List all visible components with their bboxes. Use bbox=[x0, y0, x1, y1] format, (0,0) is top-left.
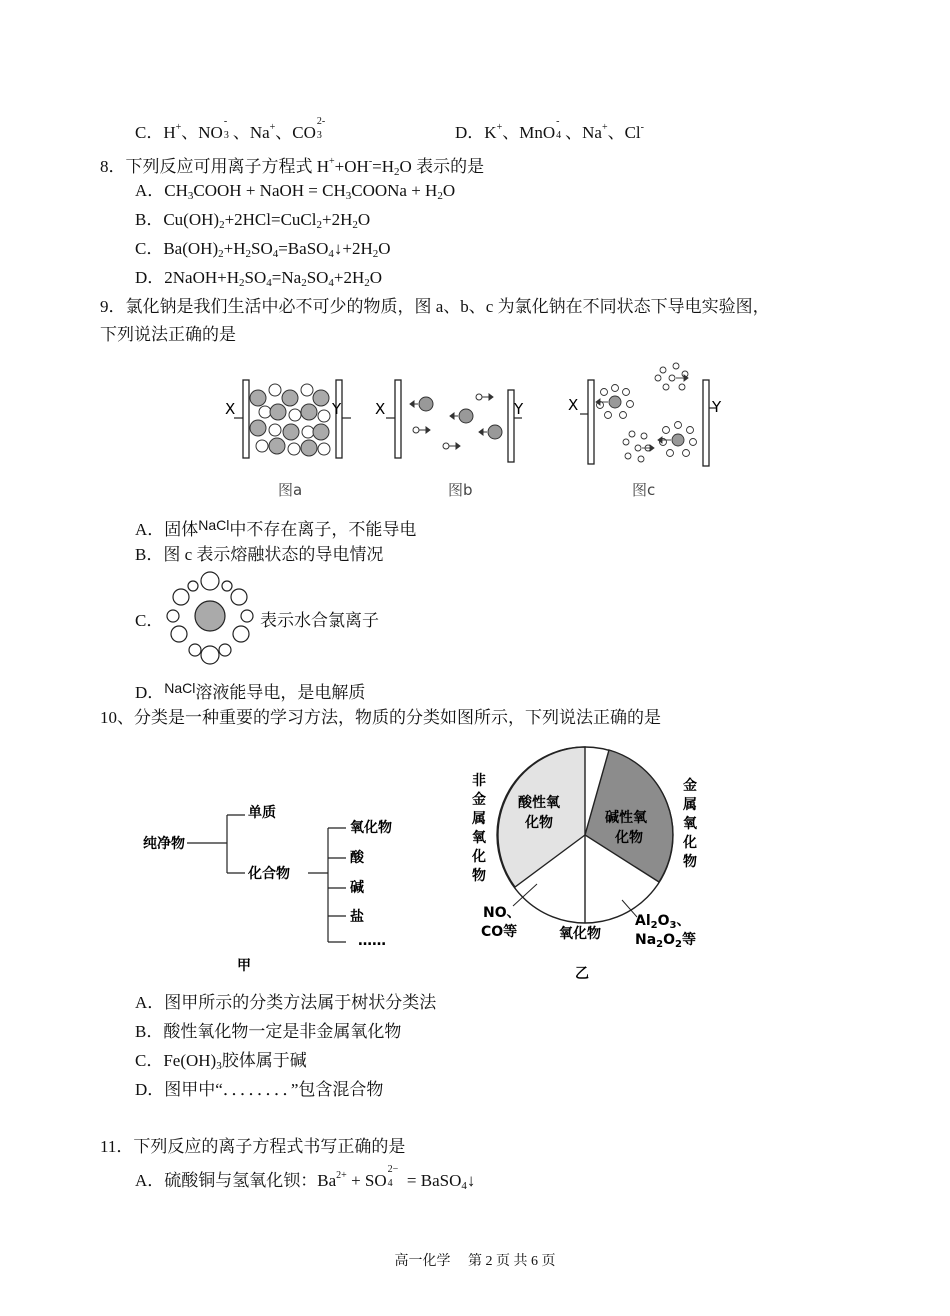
fig-b-caption: 图b bbox=[448, 481, 473, 499]
q9-option-c-label: C． bbox=[135, 611, 164, 630]
pie-nonmetal-1: 非 bbox=[472, 773, 486, 789]
pie-no-co-1: NO、 bbox=[483, 905, 521, 921]
q8-stem: 8．下列反应可用离子方程式 $H^++OH^-=H_2O$ 表示的是 bbox=[100, 156, 485, 178]
pie-nonmetal-3: 属 bbox=[472, 811, 486, 827]
pie-basic-label-2: 化物 bbox=[615, 830, 643, 846]
pie-no-co-2: CO等 bbox=[481, 924, 518, 940]
q9-stem-line1: 9．氯化钠是我们生活中必不可少的物质，图 a、b、c 为氯化钠在不同状态下导电实验图， bbox=[100, 297, 770, 316]
pie-metal-3: 氧 bbox=[683, 816, 697, 832]
pie-nonmetal-4: 氧 bbox=[472, 830, 486, 846]
pie-nonmetal-5: 化 bbox=[472, 849, 486, 865]
q7-option-d: D．K+、MnO - 4 、Na+、Cl- bbox=[455, 116, 644, 142]
fig-b-free-ions bbox=[410, 394, 502, 449]
hydrated-chloride-ion-icon bbox=[165, 570, 255, 666]
tree-acid: 酸 bbox=[350, 850, 364, 866]
tree-base: 碱 bbox=[350, 880, 364, 896]
fig-a-electrode-y bbox=[336, 380, 342, 458]
fig-a-x-label: X bbox=[225, 400, 236, 418]
fig-a-y-label: Y bbox=[332, 400, 342, 418]
fig-a-crystal-lattice bbox=[250, 384, 330, 456]
pie-center-label: 氧化物 bbox=[559, 926, 601, 942]
pie-nonmetal-6: 物 bbox=[472, 868, 486, 884]
tree-caption: 甲 bbox=[237, 958, 251, 974]
classification-tree bbox=[143, 804, 392, 974]
tree-salt: 盐 bbox=[350, 909, 364, 925]
fig-c-x-label: X bbox=[568, 396, 579, 414]
q9-option-b: B．图 c 表示熔融状态的导电情况 bbox=[135, 545, 384, 564]
fig-c-hydrated-ions bbox=[596, 363, 697, 462]
tree-compound: 化合物 bbox=[248, 866, 290, 882]
q11-stem: 11．下列反应的离子方程式书写正确的是 bbox=[100, 1137, 406, 1156]
q9-figure bbox=[220, 360, 740, 505]
pie-al2o3: $Al_2O_3$、 bbox=[635, 913, 691, 931]
fig-a-electrode-x bbox=[243, 380, 249, 458]
pie-na2o2: $Na_2O_2$等 bbox=[635, 932, 697, 950]
pie-metal-2: 属 bbox=[683, 797, 697, 813]
fig-b-x-label: X bbox=[375, 400, 386, 418]
fig-c-electrode-x bbox=[588, 380, 594, 464]
page-footer: 高一化学 第 2 页 共 6 页 bbox=[394, 1254, 556, 1269]
q10-option-d: D．图甲中“．．．．．．．．”包含混合物 bbox=[135, 1080, 384, 1099]
fig-b-y-label: Y bbox=[514, 400, 524, 418]
q11-option-a: A．硫酸铜与氢氧化钡：$Ba^{2+}$ + SO 2− 4 = BaSO$_4$↓ bbox=[135, 1164, 476, 1192]
fig-c-y-label: Y bbox=[712, 398, 722, 416]
q10-figure bbox=[135, 740, 735, 980]
tree-oxide: 氧化物 bbox=[350, 820, 392, 836]
q9-option-a: A．固体$^{NaCl}$中不存在离子，不能导电 bbox=[135, 517, 417, 539]
fig-b-electrode-x bbox=[395, 380, 401, 458]
pie-nonmetal-2: 金 bbox=[472, 792, 486, 808]
q10-option-b: B．酸性氧化物一定是非金属氧化物 bbox=[135, 1022, 402, 1041]
oxide-pie-chart bbox=[471, 747, 698, 980]
pie-acidic-label-2: 化物 bbox=[525, 815, 553, 831]
q8-option-a: A．$CH_3COOH$ + NaOH = $CH_3COONa + H_2O$ bbox=[135, 181, 456, 202]
pie-metal-5: 物 bbox=[683, 854, 697, 870]
pie-metal-4: 化 bbox=[683, 835, 697, 851]
q8-option-b: B．$Cu(OH)_2+2HCl=CuCl_2+2H_2O$ bbox=[135, 210, 371, 231]
q9-option-c-text: 表示水合氯离子 bbox=[260, 611, 379, 630]
tree-root: 纯净物 bbox=[143, 836, 185, 852]
pie-acidic-label-1: 酸性氧 bbox=[518, 795, 560, 811]
pie-metal-1: 金 bbox=[683, 778, 697, 794]
fig-a-caption: 图a bbox=[278, 481, 303, 499]
q10-stem: 10、分类是一种重要的学习方法，物质的分类如图所示，下列说法正确的是 bbox=[100, 708, 661, 727]
fig-c-caption: 图c bbox=[632, 481, 656, 499]
fig-c-electrode-y bbox=[703, 380, 709, 466]
pie-caption: 乙 bbox=[575, 966, 589, 980]
q8-option-c: C．$Ba(OH)_2+H_2SO_4=BaSO_4↓+2H_2O$ bbox=[135, 239, 391, 260]
q10-option-a: A．图甲所示的分类方法属于树状分类法 bbox=[135, 993, 437, 1012]
q7-option-c: C．H+、NO - 3 、Na+、CO 2- 3 bbox=[135, 116, 326, 142]
tree-element: 单质 bbox=[248, 805, 276, 821]
q9-stem-line2: 下列说法正确的是 bbox=[100, 325, 236, 344]
pie-basic-label-1: 碱性氧 bbox=[605, 810, 647, 826]
q9-option-d: D．$^{NaCl}$溶液能导电，是电解质 bbox=[135, 680, 366, 702]
q8-option-d: D．$2NaOH+H_2SO_4=Na_2SO_4+2H_2O$ bbox=[135, 268, 383, 289]
q10-option-c: C．$Fe(OH)_3$胶体属于碱 bbox=[135, 1051, 307, 1072]
tree-ellipsis: …… bbox=[358, 933, 386, 949]
